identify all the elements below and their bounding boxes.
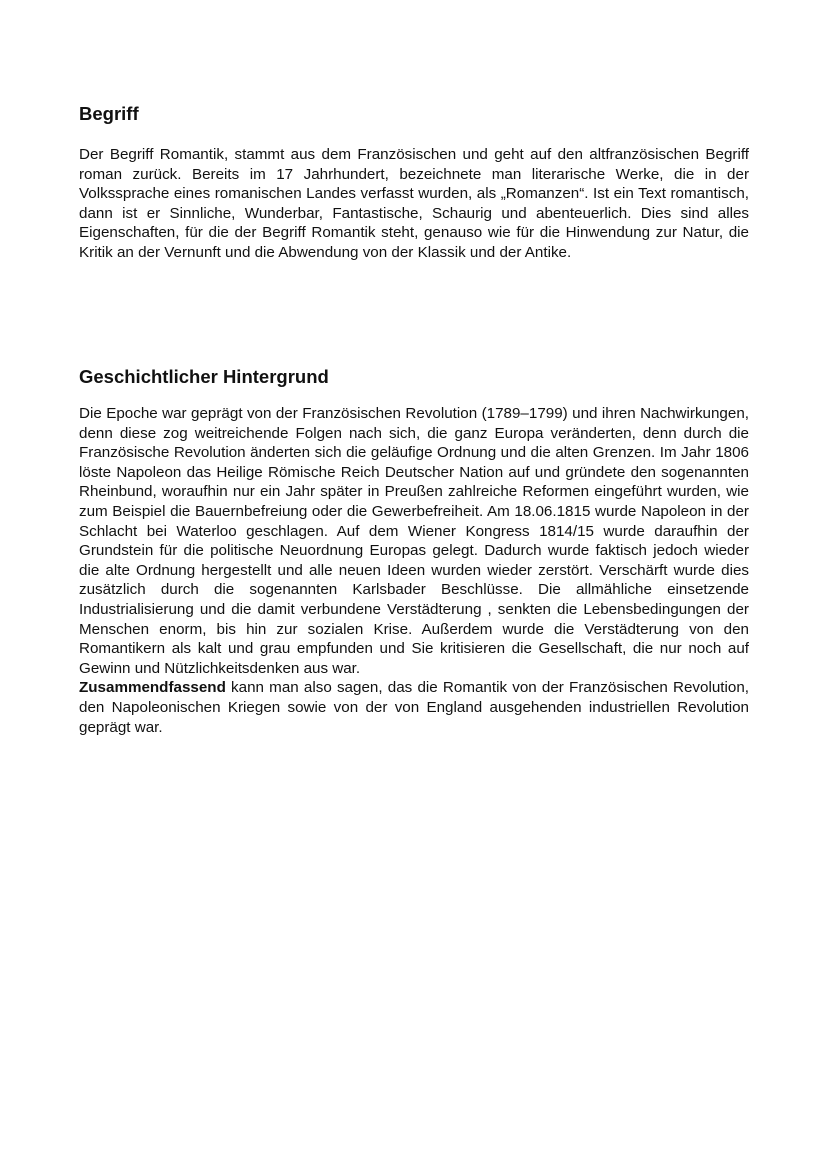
summary-text: kann man also sagen, das die Romantik von der Französischen Revolution, den Napoleonischen Kriegen sowie von der von England ausgehenden industriellen Revolution geprägt war.	[79, 679, 749, 736]
section-begriff	[79, 101, 749, 263]
section-heading-geschichtlicher-hintergrund: Geschichtlicher Hintergrund	[79, 366, 329, 387]
paragraph-geschichtlicher-hintergrund: Die Epoche war geprägt von der Französischen Revolution (1789–1799) und ihren Nachwirkungen, denn diese zog weitreichende Folgen nach sich, die ganz Europa veränderten, denn durch die Französische Revolution änderten sich die geläufige Ordnung und die alten Grenzen. Im Jahr 1806 löste Napoleon das Heilige Römische Reich Deutscher Nation auf und gründete den sogenannten Rheinbund, woraufhin nur ein Jahr später in Preußen zahlreiche Reformen eingeführt wurden, wie zum Beispiel die Bauernbefreiung oder die Gewerbefreiheit. Am 18.06.1815 wurde Napoleon in der Schlacht bei Waterloo geschlagen. Auf dem Wiener Kongress 1814/15 wurde daraufhin der Grundstein für die politische Neuordnung Europas gelegt. Dadurch wurde faktisch jedoch wieder die alte Ordnung hergestellt und alle neuen Ideen wurden wieder zerstört. Verschärft wurde dies zusätzlich durch die sogenannten Karlsbader Beschlüsse. Die allmähliche einsetzende Industrialisierung und die damit verbundene Verstädterung , senkten die Lebensbedingungen der Menschen enorm, bis hin zur sozialen Krise. Außerdem wurde die Verstädterung von den Romantikern als kalt und grau empfunden und Sie kritisieren die Gesellschaft, die nur noch auf Gewinn und Nützlichkeitsdenken aus war.	[79, 405, 749, 677]
section-heading-begriff: Begriff	[79, 103, 139, 124]
paragraph-begriff: Der Begriff Romantik, stammt aus dem Französischen und geht auf den altfranzösischen Begriff roman zurück. Bereits im 17 Jahrhundert, bezeichnete man literarische Werke, die in der Volkssprache eines romanischen Landes verfasst wurden, als „Romanzen“. Ist ein Text romantisch, dann ist er Sinnliche, Wunderbar, Fantastische, Schaurig und abenteuerlich. Dies sind alles Eigenschaften, für die der Begriff Romantik steht, genauso wie für die Hinwendung zur Natur, die Kritik an der Vernunft und die Abwendung von der Klassik und der Antike.	[79, 146, 749, 261]
section-geschichtlicher-hintergrund	[79, 364, 749, 737]
summary-bold-lead: Zusammendfassend	[79, 679, 226, 697]
paragraph-zusammenfassung	[79, 678, 749, 737]
